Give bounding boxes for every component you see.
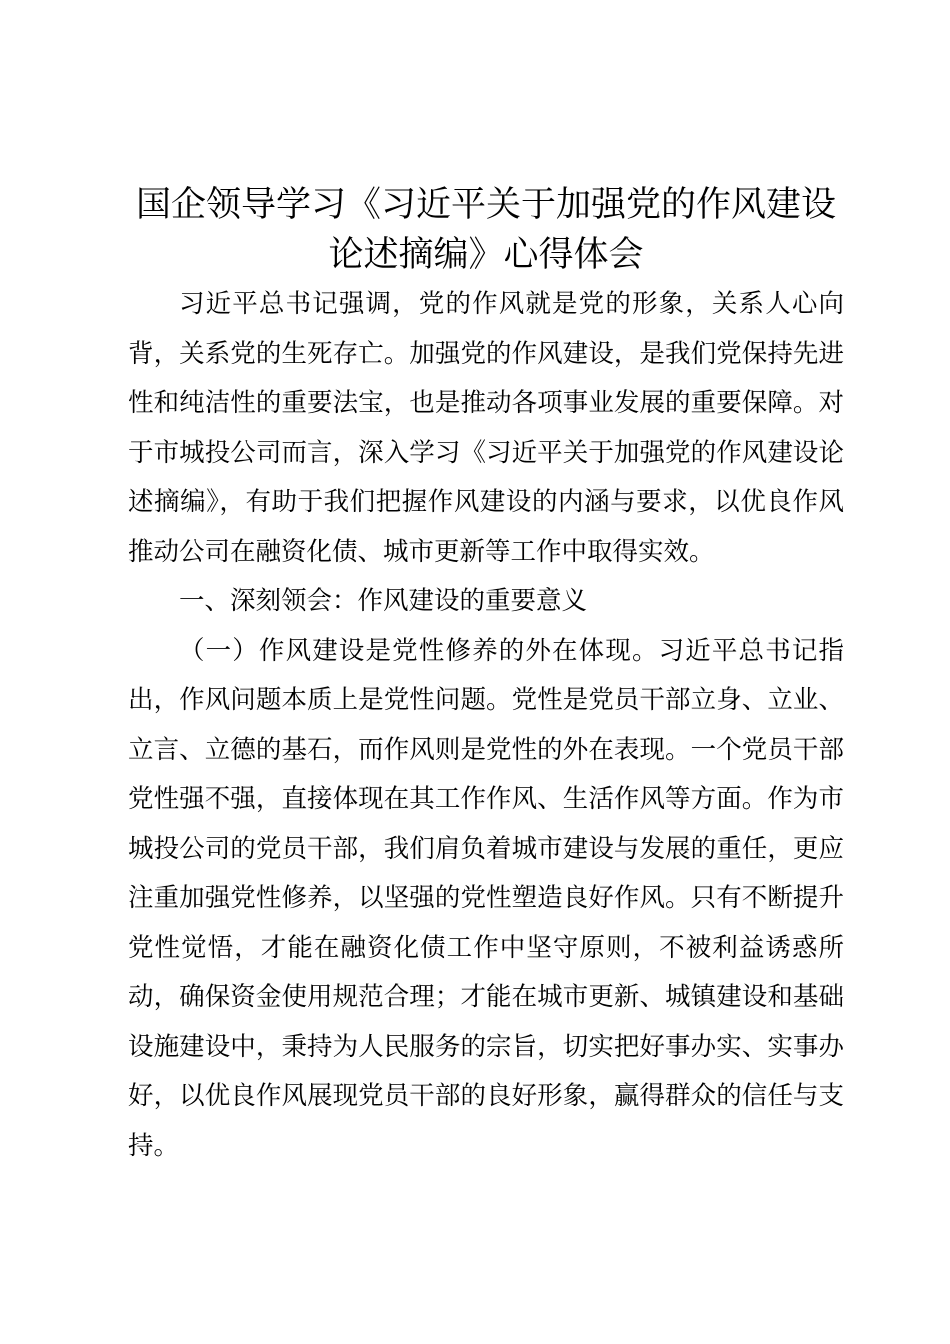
intro-paragraph: 习近平总书记强调，党的作风就是党的形象，关系人心向背，关系党的生死存亡。加强党的作风建设，是我们党保持先进性和纯洁性的重要法宝，也是推动各项事业发展的重要保障。对于市城投公司而言，深入学习《习近平关于加强党的作风建设论述摘编》，有助于我们把握作风建设的内涵与要求，以优良作风推动公司在融资化债、城市更新等工作中取得实效。 [128, 289, 844, 567]
document-content [128, 180, 844, 1171]
section-paragraph: （一）作风建设是党性修养的外在体现。习近平总书记指出，作风问题本质上是党性问题。党性是党员干部立身、立业、立言、立德的基石，而作风则是党性的外在表现。一个党员干部党性强不强，直接体现在其工作作风、生活作风等方面。作为市城投公司的党员干部，我们肩负着城市建设与发展的重任，更应注重加强党性修养，以坚强的党性塑造良好作风。只有不断提升党性觉悟，才能在融资化债工作中坚守原则，不被利益诱惑所动，确保资金使用规范合理；才能在城市更新、城镇建设和基础设施建设中，秉持为人民服务的宗旨，切实把好事办实、实事办好，以优良作风展现党员干部的良好形象，赢得群众的信任与支持。 [128, 635, 844, 1161]
document-body [128, 280, 844, 1171]
section-heading: 一、深刻领会：作风建设的重要意义 [179, 586, 588, 616]
title-line-1: 国企领导学习《习近平关于加强党的作风建设 [135, 185, 836, 225]
title-line-2: 论述摘编》心得体会 [328, 235, 644, 275]
document-title [128, 180, 844, 280]
